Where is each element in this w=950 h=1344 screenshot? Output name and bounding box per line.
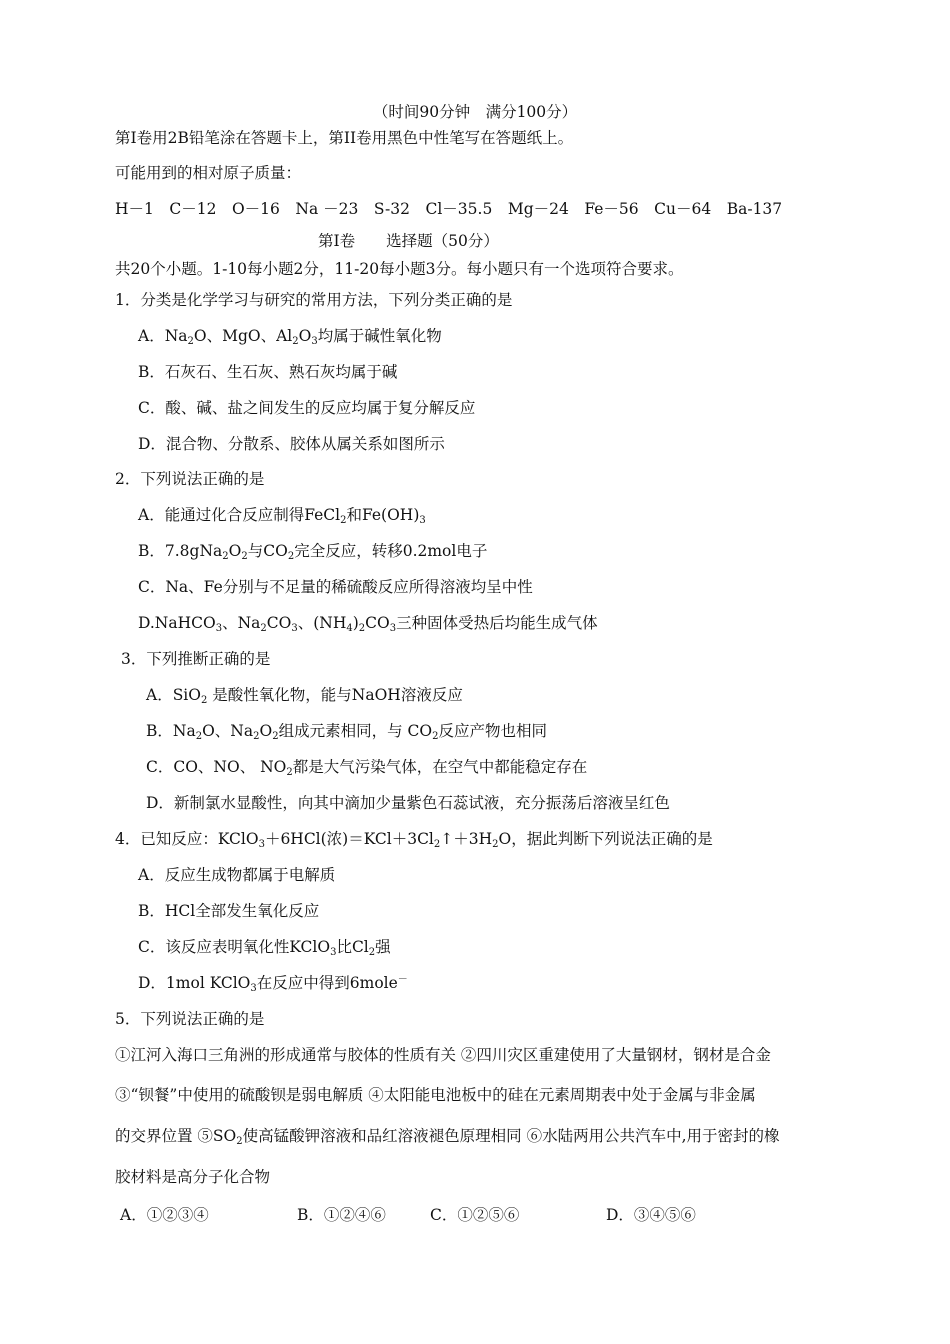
question-5-statement-line-3: 的交界位置 $⑤SO_2$使高锰酸钾溶液和品红溶液褪色原理相同 ⑥水陆两用公共汽车中,用于密封的橡 <box>115 1127 780 1147</box>
atomic-mass-list: H－1 C－12 O－16 Na －23 S-32 Cl－35.5 Mg－24 Fe－56 Cu－64 Ba-137 <box>115 200 783 218</box>
question-2-option-d: D.NaHCO$_3$、$Na_2CO_3$、$(NH_4)_2CO_3$三种固体受热后均能生成气体 <box>138 614 598 634</box>
question-2-option-c: C．Na、Fe分别与不足量的稀硫酸反应所得溶液均呈中性 <box>138 578 533 596</box>
question-3-option-c: C．CO、NO、 $NO_2$都是大气污染气体，在空气中都能稳定存在 <box>146 758 588 778</box>
question-4-option-c: C．该反应表明氧化性KClO$_3$比$Cl_2$强 <box>138 938 391 958</box>
question-5-option-a: A．①②③④ <box>120 1206 209 1224</box>
time-note: （时间90分钟 满分100分） <box>372 103 578 121</box>
question-5-option-b: B．①②④⑥ <box>297 1206 386 1224</box>
question-5-statement-line-2: ③“钡餐”中使用的硫酸钡是弱电解质 ④太阳能电池板中的硅在元素周期表中处于金属与非金属 <box>115 1086 756 1104</box>
question-3-stem: 3．下列推断正确的是 <box>121 650 271 668</box>
question-5-option-d: D．③④⑤⑥ <box>606 1206 696 1224</box>
question-4-stem: 4．已知反应：KClO$_3$＋6HCl(浓)$=KCl+3Cl_2↑+3H_2O$，据此判断下列说法正确的是 <box>115 830 713 850</box>
section-intro: 共20个小题。1-10每小题2分，11-20每小题3分。每小题只有一个选项符合要求。 <box>115 260 684 278</box>
question-1-option-a: A．$Na_2O$、MgO、$Al_2O_3$均属于碱性氧化物 <box>138 327 442 347</box>
question-4-option-b: B．HCl全部发生氧化反应 <box>138 902 320 920</box>
atomic-mass-title: 可能用到的相对原子质量： <box>115 164 302 182</box>
question-5-statement-line-1: ①江河入海口三角洲的形成通常与胶体的性质有关 ②四川灾区重建使用了大量钢材，钢材是合金 <box>115 1046 771 1064</box>
question-2-stem: 2．下列说法正确的是 <box>115 470 265 488</box>
question-2-option-a: A．能通过化合反应制得FeCl$_2$和$Fe(OH)_3$ <box>138 506 426 526</box>
question-5-statement-line-4: 胶材料是高分子化合物 <box>115 1168 271 1186</box>
question-3-option-a: A．SiO$_2$ 是酸性氧化物，能与NaOH溶液反应 <box>146 686 463 706</box>
question-5-stem: 5．下列说法正确的是 <box>115 1010 265 1028</box>
question-4-option-a: A．反应生成物都属于电解质 <box>138 866 336 884</box>
question-1-stem: 1．分类是化学学习与研究的常用方法，下列分类正确的是 <box>115 291 513 309</box>
question-2-option-b: B．$7.8gNa_2O_2$与$CO_2$完全反应，转移0.2mol电子 <box>138 542 488 562</box>
question-1-option-d: D．混合物、分散系、胶体从属关系如图所示 <box>138 435 445 453</box>
question-3-option-b: B．$Na_2O$、$Na_2O_2$组成元素相同，与 $CO_2$反应产物也相同 <box>146 722 547 742</box>
section-title: 第Ⅰ卷 选择题（50分） <box>318 232 499 250</box>
question-5-option-c: C．①②⑤⑥ <box>430 1206 520 1224</box>
instruction-text: 第Ⅰ卷用2B铅笔涂在答题卡上，第II卷用黑色中性笔写在答题纸上。 <box>115 129 574 147</box>
question-4-option-d: D．1mol KClO$_3$在反应中得到6mole－ <box>138 974 408 994</box>
question-1-option-c: C．酸、碱、盐之间发生的反应均属于复分解反应 <box>138 399 476 417</box>
question-3-option-d: D．新制氯水显酸性，向其中滴加少量紫色石蕊试液，充分振荡后溶液呈红色 <box>146 794 670 812</box>
question-1-option-b: B．石灰石、生石灰、熟石灰均属于碱 <box>138 363 398 381</box>
